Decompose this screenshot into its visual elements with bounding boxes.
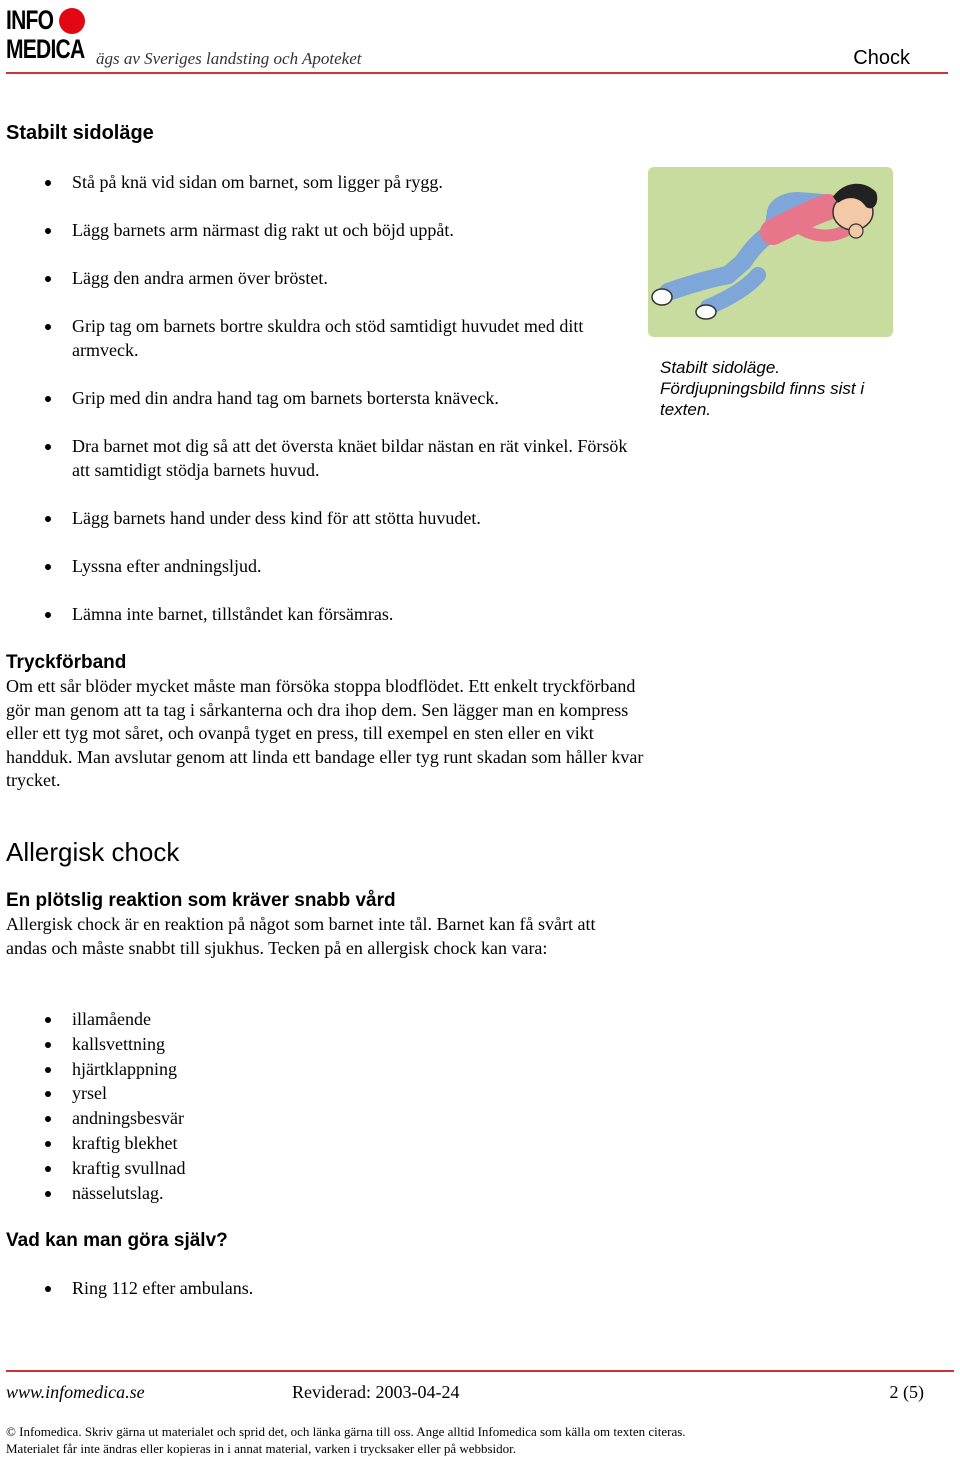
infomedica-logo	[6, 6, 86, 66]
footer-revised-date: Reviderad: 2003-04-24	[292, 1382, 460, 1402]
list-item: Lägg den andra armen över bröstet.	[6, 267, 626, 291]
list-item: Lägg barnets hand under dess kind för att stötta huvudet.	[6, 507, 646, 531]
recovery-position-illustration	[648, 167, 893, 337]
list-item: nässelutslag.	[6, 1182, 406, 1206]
footer-page-number: 2 (5)	[889, 1382, 924, 1402]
allergic-symptoms-list	[6, 1008, 406, 1205]
list-item: kraftig svullnad	[6, 1157, 406, 1181]
section-heading-tryckforband: Tryckförband	[6, 652, 127, 673]
section-heading-vad-kan-man-gora: Vad kan man göra själv?	[6, 1230, 228, 1251]
section-heading-stabilt-sidolage: Stabilt sidoläge	[6, 122, 154, 144]
list-item: Ring 112 efter ambulans.	[6, 1277, 406, 1301]
logo-line-2: MEDICA	[6, 34, 85, 64]
logo-line-1: INFO	[6, 5, 54, 35]
list-item: Grip med din andra hand tag om barnets bortersta knäveck.	[6, 387, 626, 411]
footer-legal-line-1: © Infomedica. Skriv gärna ut materialet och sprid det, och länka gärna till oss. Ange alltid Infomedica som källa om texten citeras.	[6, 1424, 686, 1439]
list-item: hjärtklappning	[6, 1058, 406, 1082]
footer-rule	[6, 1370, 954, 1372]
list-item: kallsvettning	[6, 1033, 406, 1057]
list-item: kraftig blekhet	[6, 1132, 406, 1156]
allergic-shock-text: Allergisk chock är en reaktion på något som barnet inte tål. Barnet kan få svårt att andas och måste snabbt till sjukhus. Tecken på en allergisk chock kan vara:	[6, 914, 596, 958]
recovery-position-steps-b	[6, 435, 646, 626]
list-item: Lyssna efter andningsljud.	[6, 555, 646, 579]
list-item: yrsel	[6, 1082, 406, 1106]
header-rule	[6, 72, 948, 74]
footer-website-link[interactable]: www.infomedica.se	[6, 1382, 145, 1402]
list-item: Lämna inte barnet, tillståndet kan försämras.	[6, 603, 646, 627]
list-item: Lägg barnets arm närmast dig rakt ut och böjd uppåt.	[6, 219, 626, 243]
list-item: andningsbesvär	[6, 1107, 406, 1131]
list-item: Dra barnet mot dig så att det översta knäet bildar nästan en rät vinkel. Försök att samtidigt stödja barnets huvud.	[6, 435, 646, 482]
list-item: illamående	[6, 1008, 406, 1032]
section-heading-allergisk-chock: Allergisk chock	[6, 837, 180, 867]
child-recovery-position-drawing	[648, 167, 893, 337]
list-item: Grip tag om barnets bortre skuldra och stöd samtidigt huvudet med ditt armveck.	[6, 315, 626, 362]
allergic-shock-subheading: En plötslig reaktion som kräver snabb vård	[6, 890, 396, 911]
footer-legal-line-2: Materialet får inte ändras eller kopieras in i annat material, varken i trycksaker eller på webbsidor.	[6, 1441, 517, 1456]
recovery-position-steps-a	[6, 171, 626, 410]
pressure-bandage-text: Om ett sår blöder mycket måste man försöka stoppa blodflödet. Ett enkelt tryckförband gör man genom att ta tag i sårkanterna och dra ihop dem. Sen lägger man en kompress eller ett tyg mot såret, och ovanpå tyget en press, till exempel en sten eller en vikt handduk. Man avslutar genom att linda ett bandage eller tyg runt skadan som håller kvar trycket.	[6, 676, 644, 790]
tagline: ägs av Sveriges landsting och Apoteket	[96, 49, 362, 68]
figure-caption: Stabilt sidoläge. Fördjupningsbild finns sist i texten.	[660, 358, 865, 419]
document-title: Chock	[853, 47, 910, 69]
list-item: Stå på knä vid sidan om barnet, som ligger på rygg.	[6, 171, 626, 195]
self-help-list	[6, 1277, 406, 1301]
